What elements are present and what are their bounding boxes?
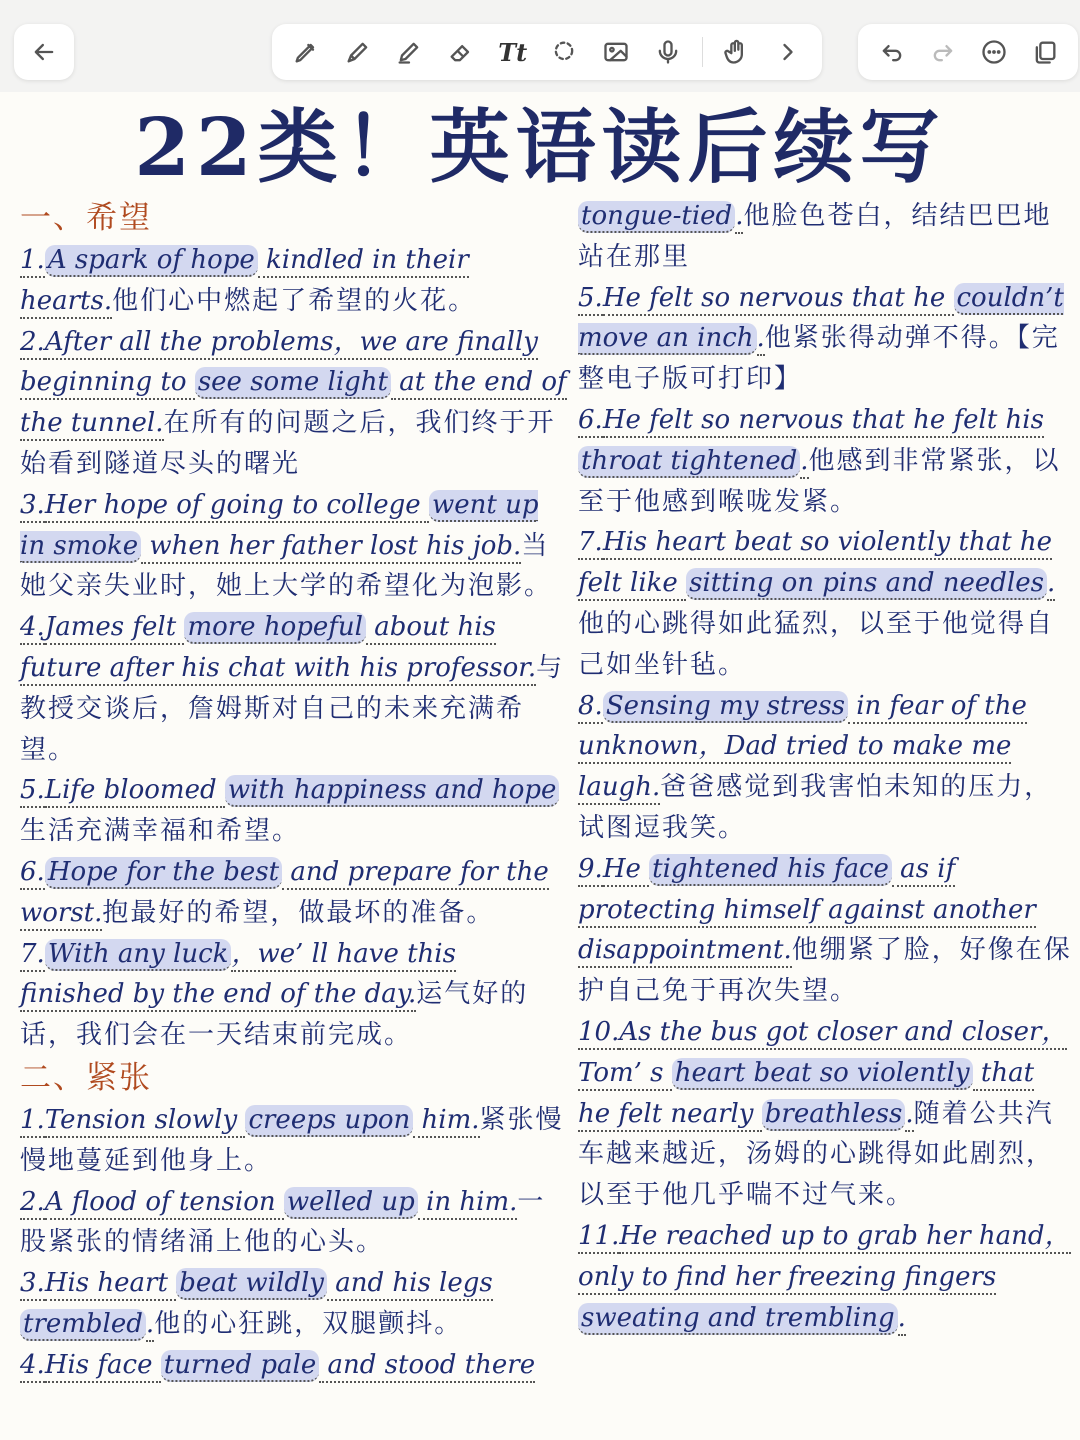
english-text: . [905, 1099, 913, 1132]
english-text: . [800, 446, 808, 479]
item-number: 2. [20, 1187, 45, 1220]
hope-list [20, 240, 568, 1056]
highlighted-phrase: Sensing my stress [603, 691, 848, 723]
phrase-item [578, 1216, 1074, 1338]
item-number: 5. [578, 283, 603, 316]
english-text: and prepare for the worst. [20, 857, 549, 931]
phrase-item [20, 485, 568, 607]
item-number: 3. [20, 490, 45, 523]
page-title: 22类！英语读后续写 [134, 100, 946, 194]
english-text: about his future after his chat with his professor. [20, 612, 536, 686]
phrase-item [20, 1345, 568, 1386]
phrase-item [578, 278, 1074, 400]
tool-palette [272, 24, 822, 80]
highlighted-phrase: creeps upon [245, 1105, 413, 1137]
item-number: 6. [578, 405, 603, 438]
item-number: 5. [20, 775, 45, 808]
english-text: His heart beat so violently that he felt like [578, 527, 1052, 601]
pencil-icon[interactable] [340, 34, 376, 70]
item-number: 3. [20, 1268, 45, 1301]
highlighted-phrase: With any luck [45, 939, 232, 971]
item-number: 10. [578, 1017, 619, 1050]
item-number: 2. [20, 327, 45, 360]
highlighted-phrase: went up in smoke [20, 489, 539, 561]
highlighted-phrase: sitting on pins and needles [686, 568, 1047, 600]
text-tool-icon[interactable]: Tt [498, 37, 528, 67]
phrase-item [578, 1012, 1074, 1216]
phrase-item [20, 934, 568, 1056]
english-text: As the bus got closer and closer，Tom’ s [578, 1017, 1067, 1091]
highlighted-phrase: sweating and trembling [578, 1303, 898, 1335]
english-text: ，we’ ll have this finished by the end of the day. [20, 939, 456, 1013]
chinese-translation: 他感到非常紧张，以至于他感到喉咙发紧。 [578, 445, 1061, 517]
chinese-translation: 生活充满幸福和希望。 [20, 816, 301, 847]
highlighted-phrase: throat tightened [578, 446, 800, 478]
phrase-item [20, 1182, 568, 1264]
highlighted-phrase: with happiness and hope [225, 775, 560, 807]
copy-pages-icon[interactable] [1027, 34, 1063, 70]
english-text: as if protecting himself against another disappointment. [578, 854, 1036, 969]
english-text: His heart [45, 1268, 176, 1301]
chinese-translation: 运气好的话，我们会在一天结束前完成。 [20, 979, 529, 1051]
phrase-item [578, 849, 1074, 1012]
phrase-item [20, 1100, 568, 1182]
phrase-item [20, 852, 568, 934]
chinese-translation: 紧张慢慢地蔓延到他身上。 [20, 1104, 564, 1176]
english-text: and stood there [319, 1350, 535, 1383]
item-number: 4. [20, 1350, 45, 1383]
highlighted-phrase: welled up [284, 1187, 418, 1219]
left-column [20, 196, 568, 1386]
english-text: . [735, 201, 743, 234]
item-number: 9. [578, 854, 603, 887]
item-number: 7. [20, 939, 45, 972]
english-text: After all the problems，we are finally beginning to [20, 327, 538, 401]
phrase-item [578, 400, 1074, 522]
highlighter-icon[interactable] [391, 34, 427, 70]
english-text: He felt so nervous that he felt his [603, 405, 1044, 438]
lasso-icon[interactable] [546, 34, 582, 70]
item-number: 4. [20, 612, 45, 645]
english-text: Life bloomed [45, 775, 225, 808]
chinese-translation: 抱最好的希望，做最坏的准备。 [102, 897, 495, 928]
highlighted-phrase: breathless [762, 1099, 906, 1131]
toolbar-divider [702, 37, 703, 67]
chinese-translation: 与教授交谈后，詹姆斯对自己的未来充满希望。 [20, 652, 565, 765]
english-text: He [603, 854, 649, 887]
english-text: in him. [418, 1187, 518, 1220]
english-text: him. [413, 1105, 479, 1138]
english-text: He felt so nervous that he [603, 283, 954, 316]
chinese-translation: 他的心狂跳，双腿颤抖。 [154, 1308, 463, 1339]
item-number: 6. [20, 857, 45, 890]
arrow-left-icon[interactable] [26, 34, 62, 70]
highlighted-phrase: tongue-tied [578, 201, 735, 233]
english-text: at the end of the tunnel. [20, 367, 567, 441]
more-icon[interactable] [976, 34, 1012, 70]
english-text: Her hope of going to college [45, 490, 429, 523]
undo-icon[interactable] [874, 34, 910, 70]
back-button[interactable] [14, 24, 74, 80]
eraser-icon[interactable] [443, 34, 479, 70]
pen-icon[interactable] [288, 34, 324, 70]
phrase-item [578, 686, 1074, 849]
highlighted-phrase: beat wildly [176, 1268, 327, 1300]
chinese-translation: 在所有的问题之后，我们终于开始看到隧道尽头的曙光 [20, 408, 556, 479]
section-heading-hope: 一、希望 [20, 200, 152, 236]
chinese-translation: 他们心中燃起了希望的火花。 [112, 285, 477, 316]
chinese-translation: 爸爸感觉到我害怕未知的压力，试图逗我笑。 [578, 772, 1053, 843]
item-number: 7. [578, 527, 603, 560]
chinese-translation: 一股紧张的情绪涌上他的心头。 [20, 1186, 546, 1258]
phrase-item [578, 522, 1074, 685]
highlighted-phrase: Hope for the best [45, 857, 282, 889]
item-number: 11. [578, 1221, 619, 1254]
english-text: kindled in their hearts. [20, 245, 469, 319]
item-number: 1. [20, 245, 45, 278]
chinese-translation: 他绷紧了脸，好像在保护自己免于再次失望。 [578, 935, 1072, 1007]
image-icon[interactable] [598, 34, 634, 70]
english-text: that he felt nearly [578, 1058, 1034, 1132]
chinese-translation: 随着公共汽车越来越近，汤姆的心跳得如此剧烈，以至于他几乎喘不过气来。 [578, 1098, 1055, 1211]
english-text: in fear of the unknown，Dad tried to make me laugh. [578, 691, 1027, 806]
redo-icon[interactable] [925, 34, 961, 70]
english-text: and his legs [327, 1268, 493, 1301]
section-heading-tension: 二、紧张 [20, 1059, 152, 1096]
highlighted-phrase: trembled [20, 1309, 146, 1341]
english-text: He reached up to grab her hand，only to find her freezing fingers [578, 1221, 1071, 1295]
tension-list-left [20, 1100, 568, 1386]
microphone-icon[interactable] [650, 34, 686, 70]
highlighted-phrase: turned pale [161, 1350, 320, 1382]
hand-icon[interactable] [718, 34, 754, 70]
highlighted-phrase: see some light [195, 367, 391, 399]
tension-list-right [578, 196, 1074, 1338]
english-text: . [898, 1303, 906, 1336]
chinese-translation: 当她父亲失业时，她上大学的希望化为泡影。 [20, 530, 553, 602]
phrase-item [578, 196, 1074, 278]
right-column [578, 196, 1074, 1338]
phrase-item [20, 322, 568, 485]
highlighted-phrase: A spark of hope [45, 245, 258, 277]
item-number: 8. [578, 691, 603, 724]
phrase-item [20, 607, 568, 770]
english-text: James felt [45, 612, 185, 645]
english-text: when her father lost his job. [141, 531, 521, 564]
chevron-right-icon[interactable] [770, 34, 806, 70]
english-text: A flood of tension [45, 1187, 284, 1220]
english-text: Tension slowly [45, 1105, 246, 1138]
english-text: . [1047, 568, 1055, 601]
english-text: . [146, 1309, 154, 1342]
highlighted-phrase: more hopeful [184, 612, 366, 644]
highlighted-phrase: couldn’t move an inch [578, 282, 1064, 354]
english-text: . [757, 323, 765, 356]
highlighted-phrase: heart beat so violently [672, 1058, 973, 1090]
document-actions [858, 24, 1078, 80]
phrase-item [20, 770, 568, 852]
phrase-item [20, 240, 568, 322]
chinese-translation: 他紧张得动弹不得。【完整电子版可打印】 [578, 323, 1060, 395]
highlighted-phrase: tightened his face [649, 854, 892, 886]
english-text: His face [45, 1350, 161, 1383]
chinese-translation: 他脸色苍白，结结巴巴地站在那里 [578, 201, 1052, 272]
phrase-item [20, 1263, 568, 1345]
chinese-translation: 他的心跳得如此猛烈，以至于他觉得自己如坐针毡。 [578, 608, 1055, 680]
item-number: 1. [20, 1105, 45, 1138]
